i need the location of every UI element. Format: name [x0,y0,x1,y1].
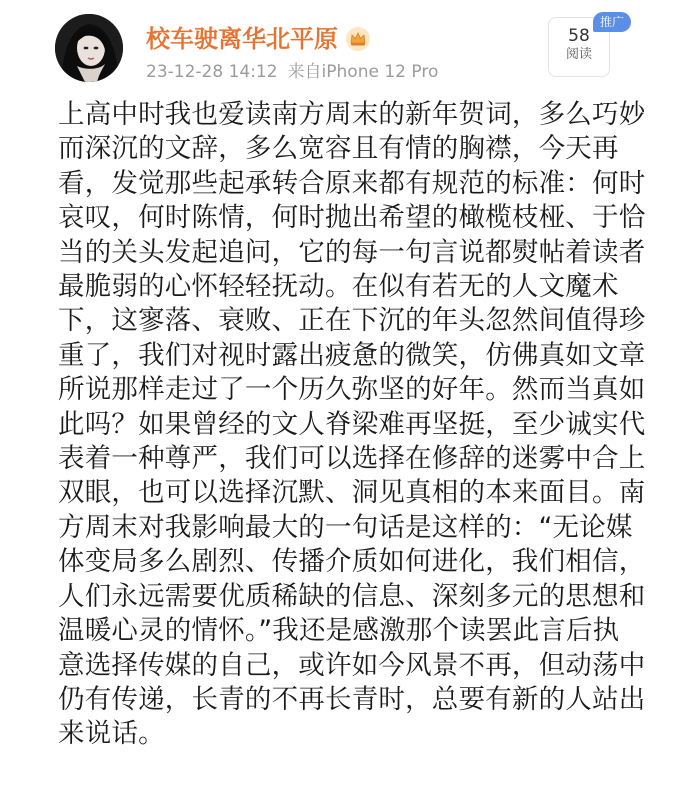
content-line: 重了，我们对视时露出疲惫的微笑，仿佛真如文章 [58,339,646,371]
content-line: 下，这寥落、衰败、正在下沉的年头忽然间值得珍 [58,305,646,337]
post-content [58,98,658,752]
crown-icon [345,26,371,52]
content-line: 看，发觉那些起承转合原来都有规范的标准：何时 [58,167,646,199]
promo-badge[interactable]: 推广 [593,12,631,32]
content-line: 此吗？如果曾经的文人脊梁难再坚挺，至少诚实代 [58,408,646,440]
post-meta [146,61,438,83]
read-label: 阅读 [565,47,592,62]
read-count: 58 [568,26,590,46]
content-line: 温暖心灵的情怀。”我还是感激那个读罢此言后执 [58,615,620,647]
content-line: 哀叹，何时陈情，何时抛出希望的橄榄枝桠、于恰 [58,202,646,234]
content-line: 表着一种尊严，我们可以选择在修辞的迷雾中合上 [58,443,646,475]
content-line: 上高中时我也爱读南方周末的新年贺词，多么巧妙 [58,99,646,130]
content-line: 仍有传递，长青的不再长青时，总要有新的人站出 [58,683,646,715]
content-line: 当的关头发起追问，它的每一句言说都熨帖着读者 [58,236,646,268]
post-source: 来自iPhone 12 Pro [287,62,439,82]
portrait-avatar-icon [55,14,123,82]
author-name[interactable]: 校车驶离华北平原 [146,25,338,53]
avatar[interactable] [55,14,123,82]
content-line: 体变局多么剧烈、传播介质如何进化，我们相信， [58,546,646,578]
content-line: 意选择传媒的自己，或许如今风景不再，但动荡中 [58,649,646,681]
content-line: 而深沉的文辞，多么宽容且有情的胸襟，今天再 [58,133,619,165]
content-line: 最脆弱的心怀轻轻抚动。在似有若无的人文魔术 [58,271,619,303]
content-line: 方周末对我影响最大的一句话是这样的：“无论媒 [58,511,633,543]
content-line: 双眼，也可以选择沉默、洞见真相的本来面目。南 [58,477,646,509]
post-timestamp: 23-12-28 14:12 [146,62,278,82]
content-line: 人们永远需要优质稀缺的信息、深刻多元的思想和 [58,580,646,612]
content-line: 来说话。 [58,718,165,750]
content-line: 所说那样走过了一个历久弥坚的好年。然而当真如 [58,374,646,406]
